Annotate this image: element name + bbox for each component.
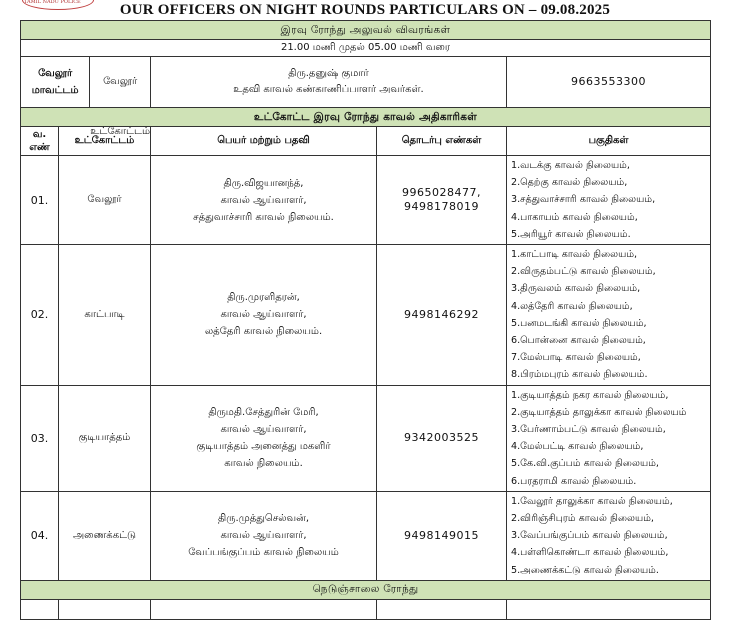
area-item: 5.அரியூர் காவல் நிலையம். — [511, 228, 631, 240]
officer-name-line: குடியாத்தம் அனைத்து மகளிர் — [196, 441, 331, 453]
officer-name-line: காவல் ஆய்வாளர், — [220, 194, 307, 206]
phone-number: 9498146292 — [404, 307, 479, 321]
row-division: வேலூர் — [59, 156, 151, 245]
logo-text: TAMIL NADU POLICE — [24, 0, 81, 5]
section-title-night-rounds: இரவு ரோந்து அலுவல் விவரங்கள் — [21, 21, 711, 40]
officer-name-line: திரு.முத்துசெல்வன், — [218, 513, 309, 525]
phone-number: 9342003525 — [404, 431, 479, 445]
phone-number: 9498178019 — [404, 200, 479, 213]
row-phone — [377, 491, 507, 580]
section-header-highway — [21, 580, 711, 599]
highway-row-partial — [21, 599, 711, 619]
officer-name-line: காவல் ஆய்வாளர், — [220, 530, 307, 542]
row-sno: 02. — [21, 245, 59, 386]
officer-name-line: சத்துவாச்சாரி காவல் நிலையம். — [193, 211, 334, 223]
table-row — [21, 156, 711, 245]
area-item: 1.காட்பாடி காவல் நிலையம், — [511, 249, 638, 261]
table-row — [21, 245, 711, 386]
row-officer — [151, 491, 377, 580]
area-item: 1.வடக்கு காவல் நிலையம், — [511, 160, 630, 171]
table-row — [21, 385, 711, 491]
area-item: 3.வேப்பங்குப்பம் காவல் நிலையம், — [511, 530, 668, 542]
timing-text: 21.00 மணி முதல் 05.00 மணி வரை — [21, 40, 711, 57]
row-phone — [377, 156, 507, 245]
officer-name-line: திரு.விஜயானந்த், — [223, 177, 304, 189]
area-item: 2.விரிஞ்சிபுரம் காவல் நிலையம், — [511, 513, 654, 525]
officer-name-line: வேப்பங்குப்பம் காவல் நிலையம் — [188, 547, 339, 559]
area-item: 1.குடியாத்தம் நகர காவல் நிலையம், — [511, 389, 669, 401]
district-officer-row — [21, 57, 711, 108]
row-sno: 01. — [21, 156, 59, 245]
officer-name-line: திருமதி.சேத்துரின் மேரி, — [208, 407, 319, 419]
row-sno: 03. — [21, 385, 59, 491]
area-item: 3.பேர்ணாம்பட்டு காவல் நிலையம், — [511, 424, 666, 436]
officer-phone: 9663553300 — [507, 57, 711, 108]
row-division: அணைக்கட்டு — [59, 491, 151, 580]
section-title-highway: நெடுஞ்சாலை ரோந்து — [21, 580, 711, 599]
row-phone — [377, 599, 507, 619]
area-item: 2.விருதம்பட்டு காவல் நிலையம், — [511, 266, 656, 278]
row-officer — [151, 156, 377, 245]
row-sno — [21, 599, 59, 619]
area-item: 3.திருவலம் காவல் நிலையம், — [511, 283, 641, 295]
night-rounds-table — [20, 20, 711, 620]
area-item: 6.பரதராமி காவல் நிலையம். — [511, 475, 637, 487]
row-areas — [507, 599, 711, 619]
section-title-subdivision: உட்கோட்ட இரவு ரோந்து காவல் அதிகாரிகள் — [21, 108, 711, 127]
row-division: குடியாத்தம் — [59, 385, 151, 491]
district-label: வேலூர் மாவட்டம் — [31, 68, 79, 96]
area-item: 4.மேல்பட்டி காவல் நிலையம், — [511, 441, 644, 453]
area-item: 5.கே.வி.குப்பம் காவல் நிலையம், — [511, 458, 659, 470]
phone-number: 9498149015 — [404, 528, 479, 542]
col-header-name: பெயர் மற்றும் பதவி — [151, 127, 377, 156]
area-item: 2.குடியாத்தம் தாலுக்கா காவல் நிலையம் — [511, 406, 687, 418]
area-item: 6.பொன்னை காவல் நிலையம், — [511, 335, 646, 347]
area-item: 1.வேலூர் தாலுக்கா காவல் நிலையம், — [511, 495, 673, 507]
col-header-sno: வ. எண் — [21, 127, 59, 156]
officer-designation: உதவி காவல் கண்காணிப்பாளர் அவர்கள். — [233, 84, 424, 95]
col-header-areas: பகுதிகள் — [507, 127, 711, 156]
phone-number: 9965028477, — [402, 186, 481, 199]
area-item: 4.லத்தேரி காவல் நிலையம், — [511, 300, 633, 312]
district-unit-cell — [21, 57, 151, 137]
col-header-division: உட்கோட்டம் — [59, 127, 151, 156]
area-item: 8.பிரம்மபுரம் காவல் நிலையம். — [511, 369, 648, 381]
section-header-night-rounds — [21, 21, 711, 40]
officer-cell — [151, 57, 507, 108]
row-sno: 04. — [21, 491, 59, 580]
officer-name: திரு.தனுஷ் குமார் — [288, 68, 369, 79]
row-division — [59, 599, 151, 619]
officer-name-line: காவல் நிலையம். — [224, 458, 303, 470]
table-row — [21, 491, 711, 580]
row-phone — [377, 385, 507, 491]
area-item: 5.பனமடங்கி காவல் நிலையம், — [511, 317, 647, 329]
officer-name-line: காவல் ஆய்வாளர், — [220, 424, 307, 436]
row-officer — [151, 385, 377, 491]
area-item: 4.பள்ளிகொண்டா காவல் நிலையம், — [511, 547, 669, 559]
unit-name: வேலூர் உட்கோட்டம் — [89, 57, 150, 107]
row-areas — [507, 491, 711, 580]
col-header-phone: தொடர்பு எண்கள் — [377, 127, 507, 156]
officer-name-line: லத்தேரி காவல் நிலையம். — [204, 326, 323, 338]
area-item: 4.பாகாயம் காவல் நிலையம், — [511, 211, 638, 223]
row-areas — [507, 385, 711, 491]
row-phone — [377, 245, 507, 386]
area-item: 3.சத்துவாச்சாரி காவல் நிலையம், — [511, 194, 656, 206]
row-officer — [151, 599, 377, 619]
row-areas — [507, 156, 711, 245]
timing-row — [21, 40, 711, 57]
row-areas — [507, 245, 711, 386]
page-title: OUR OFFICERS ON NIGHT ROUNDS PARTICULARS ON – 09.08.2025 — [119, 2, 611, 18]
row-officer — [151, 245, 377, 386]
officer-name-line: திரு.முரளிதரன், — [227, 292, 300, 304]
officer-name-line: காவல் ஆய்வாளர், — [220, 309, 307, 321]
row-division: காட்பாடி — [59, 245, 151, 386]
area-item: 7.மேல்பாடி காவல் நிலையம், — [511, 352, 641, 364]
area-item: 2.தெற்கு காவல் நிலையம், — [511, 177, 628, 189]
area-item: 5.அணைக்கட்டு காவல் நிலையம். — [511, 564, 659, 576]
